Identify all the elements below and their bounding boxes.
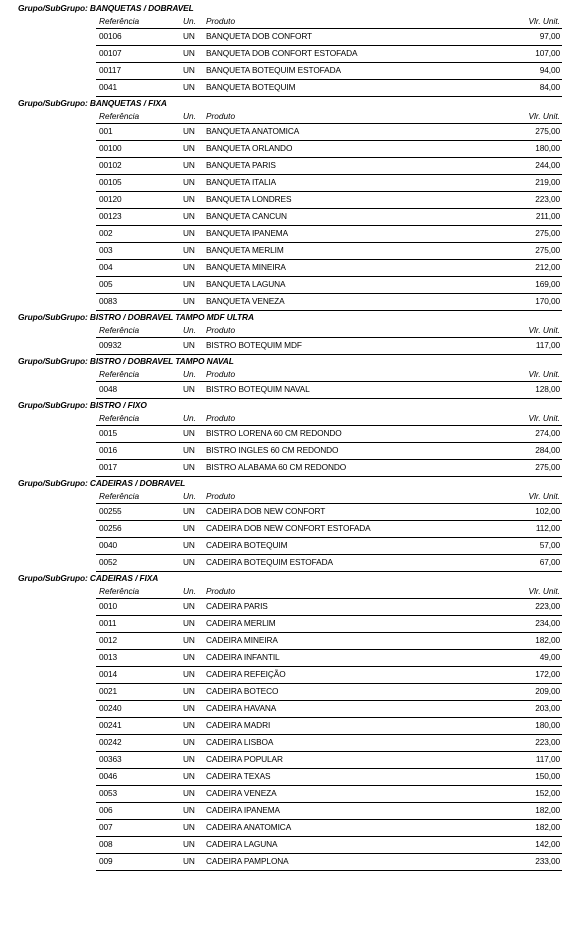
table-row [0, 520, 580, 537]
cell-vlr-unit: 244,00 [535, 160, 560, 170]
cell-referencia: 0083 [99, 296, 118, 306]
cell-unidade: UN [183, 445, 195, 455]
cell-unidade: UN [183, 245, 195, 255]
cell-unidade: UN [183, 805, 195, 815]
table-row [0, 666, 580, 683]
row-rule [96, 96, 562, 97]
table-row [0, 649, 580, 666]
cell-vlr-unit: 117,00 [535, 340, 560, 350]
cell-produto: BANQUETA DOB CONFORT [206, 31, 313, 41]
cell-vlr-unit: 180,00 [535, 720, 560, 730]
cell-vlr-unit: 182,00 [535, 805, 560, 815]
cell-referencia: 0040 [99, 540, 118, 550]
table-row [0, 79, 580, 96]
cell-referencia: 00242 [99, 737, 122, 747]
cell-produto: BANQUETA ORLANDO [206, 143, 293, 153]
table-row [0, 276, 580, 293]
table-row [0, 632, 580, 649]
cell-referencia: 0016 [99, 445, 118, 455]
table-row [0, 537, 580, 554]
cell-vlr-unit: 152,00 [535, 788, 560, 798]
header-referencia: Referência [99, 586, 140, 596]
cell-referencia: 0052 [99, 557, 118, 567]
cell-unidade: UN [183, 211, 195, 221]
table-row [0, 174, 580, 191]
cell-produto: CADEIRA BOTECO [206, 686, 279, 696]
cell-unidade: UN [183, 296, 195, 306]
cell-produto: BANQUETA LONDRES [206, 194, 292, 204]
group-title: Grupo/SubGrupo: CADEIRAS / DOBRAVEL [18, 478, 186, 488]
header-referencia: Referência [99, 325, 140, 335]
cell-unidade: UN [183, 788, 195, 798]
header-produto: Produto [206, 325, 236, 335]
table-row [0, 157, 580, 174]
cell-vlr-unit: 219,00 [535, 177, 560, 187]
cell-referencia: 00123 [99, 211, 122, 221]
cell-referencia: 00240 [99, 703, 122, 713]
cell-vlr-unit: 84,00 [539, 82, 560, 92]
cell-referencia: 00932 [99, 340, 122, 350]
cell-referencia: 0010 [99, 601, 118, 611]
cell-vlr-unit: 203,00 [535, 703, 560, 713]
row-rule [96, 571, 562, 572]
cell-unidade: UN [183, 686, 195, 696]
column-header [0, 323, 580, 337]
cell-vlr-unit: 234,00 [535, 618, 560, 628]
cell-unidade: UN [183, 177, 195, 187]
cell-unidade: UN [183, 540, 195, 550]
cell-produto: BANQUETA BOTEQUIM ESTOFADA [206, 65, 341, 75]
header-vlr-unit: Vlr. Unit. [528, 16, 560, 26]
cell-referencia: 0053 [99, 788, 118, 798]
row-rule [96, 476, 562, 477]
cell-produto: BANQUETA MERLIM [206, 245, 284, 255]
cell-unidade: UN [183, 262, 195, 272]
cell-vlr-unit: 169,00 [535, 279, 560, 289]
table-row [0, 191, 580, 208]
cell-referencia: 003 [99, 245, 113, 255]
cell-vlr-unit: 182,00 [535, 635, 560, 645]
table-row [0, 123, 580, 140]
cell-referencia: 00120 [99, 194, 122, 204]
cell-produto: BISTRO BOTEQUIM NAVAL [206, 384, 310, 394]
cell-vlr-unit: 67,00 [539, 557, 560, 567]
row-rule [96, 310, 562, 311]
table-row [0, 700, 580, 717]
cell-vlr-unit: 107,00 [535, 48, 560, 58]
cell-vlr-unit: 150,00 [535, 771, 560, 781]
cell-produto: CADEIRA HAVANA [206, 703, 277, 713]
cell-vlr-unit: 233,00 [535, 856, 560, 866]
table-row [0, 853, 580, 870]
cell-unidade: UN [183, 228, 195, 238]
cell-unidade: UN [183, 601, 195, 611]
cell-referencia: 009 [99, 856, 113, 866]
cell-unidade: UN [183, 65, 195, 75]
table-row [0, 208, 580, 225]
table-row [0, 45, 580, 62]
header-vlr-unit: Vlr. Unit. [528, 325, 560, 335]
cell-referencia: 0011 [99, 618, 117, 628]
header-produto: Produto [206, 369, 236, 379]
cell-vlr-unit: 128,00 [535, 384, 560, 394]
table-row [0, 442, 580, 459]
header-referencia: Referência [99, 413, 140, 423]
row-rule [96, 870, 562, 871]
cell-unidade: UN [183, 856, 195, 866]
cell-unidade: UN [183, 31, 195, 41]
cell-referencia: 0048 [99, 384, 118, 394]
column-header [0, 109, 580, 123]
table-row [0, 836, 580, 853]
table-row [0, 717, 580, 734]
cell-referencia: 0015 [99, 428, 118, 438]
cell-referencia: 007 [99, 822, 113, 832]
column-header [0, 411, 580, 425]
table-row [0, 554, 580, 571]
cell-unidade: UN [183, 194, 195, 204]
cell-unidade: UN [183, 48, 195, 58]
cell-produto: BANQUETA BOTEQUIM [206, 82, 296, 92]
table-row [0, 751, 580, 768]
cell-unidade: UN [183, 160, 195, 170]
cell-vlr-unit: 117,00 [535, 754, 560, 764]
cell-referencia: 0046 [99, 771, 118, 781]
header-referencia: Referência [99, 369, 140, 379]
cell-vlr-unit: 182,00 [535, 822, 560, 832]
cell-referencia: 006 [99, 805, 113, 815]
cell-unidade: UN [183, 506, 195, 516]
cell-produto: CADEIRA MADRI [206, 720, 271, 730]
table-row [0, 819, 580, 836]
cell-unidade: UN [183, 557, 195, 567]
cell-vlr-unit: 275,00 [535, 462, 560, 472]
cell-produto: CADEIRA BOTEQUIM ESTOFADA [206, 557, 333, 567]
cell-produto: CADEIRA TEXAS [206, 771, 271, 781]
cell-referencia: 00100 [99, 143, 122, 153]
cell-referencia: 005 [99, 279, 113, 289]
cell-unidade: UN [183, 428, 195, 438]
cell-unidade: UN [183, 279, 195, 289]
group-title: Grupo/SubGrupo: BANQUETAS / DOBRAVEL [18, 3, 194, 13]
header-un: Un. [183, 586, 196, 596]
cell-produto: CADEIRA MINEIRA [206, 635, 278, 645]
group-title: Grupo/SubGrupo: BISTRO / DOBRAVEL TAMPO MDF ULTRA [18, 312, 254, 322]
cell-unidade: UN [183, 737, 195, 747]
header-un: Un. [183, 491, 196, 501]
cell-referencia: 0013 [99, 652, 118, 662]
cell-produto: CADEIRA POPULAR [206, 754, 283, 764]
cell-vlr-unit: 170,00 [535, 296, 560, 306]
cell-produto: BANQUETA ITALIA [206, 177, 277, 187]
cell-produto: CADEIRA IPANEMA [206, 805, 280, 815]
header-un: Un. [183, 413, 196, 423]
cell-vlr-unit: 212,00 [535, 262, 560, 272]
table-row [0, 259, 580, 276]
cell-produto: CADEIRA ANATOMICA [206, 822, 292, 832]
cell-produto: BANQUETA CANCUN [206, 211, 287, 221]
cell-unidade: UN [183, 143, 195, 153]
cell-referencia: 002 [99, 228, 113, 238]
group-title: Grupo/SubGrupo: BANQUETAS / FIXA [18, 98, 167, 108]
table-row [0, 734, 580, 751]
header-referencia: Referência [99, 16, 140, 26]
cell-referencia: 0021 [99, 686, 118, 696]
cell-referencia: 00363 [99, 754, 122, 764]
cell-vlr-unit: 223,00 [535, 601, 560, 611]
cell-vlr-unit: 275,00 [535, 228, 560, 238]
cell-vlr-unit: 172,00 [535, 669, 560, 679]
cell-produto: BISTRO ALABAMA 60 CM REDONDO [206, 462, 347, 472]
cell-referencia: 00105 [99, 177, 122, 187]
table-row [0, 140, 580, 157]
cell-unidade: UN [183, 669, 195, 679]
cell-vlr-unit: 284,00 [535, 445, 560, 455]
cell-unidade: UN [183, 652, 195, 662]
cell-unidade: UN [183, 754, 195, 764]
cell-vlr-unit: 97,00 [539, 31, 560, 41]
header-vlr-unit: Vlr. Unit. [528, 111, 560, 121]
row-rule [96, 398, 562, 399]
cell-produto: CADEIRA INFANTIL [206, 652, 280, 662]
table-row [0, 62, 580, 79]
table-row [0, 683, 580, 700]
cell-produto: CADEIRA LAGUNA [206, 839, 278, 849]
cell-produto: CADEIRA LISBOA [206, 737, 274, 747]
cell-referencia: 00255 [99, 506, 122, 516]
header-vlr-unit: Vlr. Unit. [528, 413, 560, 423]
row-rule [96, 354, 562, 355]
cell-produto: BISTRO INGLES 60 CM REDONDO [206, 445, 339, 455]
cell-vlr-unit: 180,00 [535, 143, 560, 153]
cell-produto: BISTRO BOTEQUIM MDF [206, 340, 302, 350]
header-produto: Produto [206, 586, 236, 596]
cell-vlr-unit: 274,00 [535, 428, 560, 438]
cell-produto: CADEIRA DOB NEW CONFORT ESTOFADA [206, 523, 371, 533]
cell-unidade: UN [183, 126, 195, 136]
header-produto: Produto [206, 413, 236, 423]
group-title: Grupo/SubGrupo: BISTRO / DOBRAVEL TAMPO NAVAL [18, 356, 234, 366]
cell-produto: BANQUETA PARIS [206, 160, 276, 170]
cell-unidade: UN [183, 523, 195, 533]
cell-referencia: 004 [99, 262, 113, 272]
group-title: Grupo/SubGrupo: CADEIRAS / FIXA [18, 573, 159, 583]
cell-referencia: 00107 [99, 48, 122, 58]
cell-vlr-unit: 102,00 [535, 506, 560, 516]
table-row [0, 802, 580, 819]
cell-vlr-unit: 223,00 [535, 737, 560, 747]
cell-produto: BANQUETA MINEIRA [206, 262, 286, 272]
header-vlr-unit: Vlr. Unit. [528, 586, 560, 596]
cell-produto: CADEIRA DOB NEW CONFORT [206, 506, 326, 516]
cell-produto: BANQUETA IPANEMA [206, 228, 289, 238]
table-row [0, 242, 580, 259]
cell-referencia: 001 [99, 126, 113, 136]
group-title: Grupo/SubGrupo: BISTRO / FIXO [18, 400, 147, 410]
cell-produto: CADEIRA BOTEQUIM [206, 540, 288, 550]
cell-unidade: UN [183, 720, 195, 730]
cell-unidade: UN [183, 822, 195, 832]
cell-unidade: UN [183, 839, 195, 849]
header-vlr-unit: Vlr. Unit. [528, 491, 560, 501]
cell-referencia: 0014 [99, 669, 118, 679]
cell-referencia: 00106 [99, 31, 122, 41]
header-produto: Produto [206, 111, 236, 121]
header-un: Un. [183, 369, 196, 379]
column-header [0, 14, 580, 28]
table-row [0, 785, 580, 802]
header-referencia: Referência [99, 491, 140, 501]
table-row [0, 615, 580, 632]
cell-produto: CADEIRA PAMPLONA [206, 856, 289, 866]
table-row [0, 459, 580, 476]
cell-produto: BANQUETA DOB CONFORT ESTOFADA [206, 48, 358, 58]
cell-unidade: UN [183, 384, 195, 394]
table-row [0, 381, 580, 398]
cell-vlr-unit: 211,00 [535, 211, 560, 221]
cell-produto: BANQUETA VENEZA [206, 296, 285, 306]
cell-produto: CADEIRA VENEZA [206, 788, 277, 798]
cell-unidade: UN [183, 771, 195, 781]
table-row [0, 768, 580, 785]
cell-produto: CADEIRA MERLIM [206, 618, 276, 628]
table-row [0, 293, 580, 310]
column-header [0, 489, 580, 503]
cell-unidade: UN [183, 340, 195, 350]
header-un: Un. [183, 16, 196, 26]
cell-produto: BISTRO LORENA 60 CM REDONDO [206, 428, 342, 438]
column-header [0, 584, 580, 598]
table-row [0, 225, 580, 242]
header-un: Un. [183, 325, 196, 335]
cell-referencia: 00256 [99, 523, 122, 533]
table-row [0, 598, 580, 615]
cell-vlr-unit: 223,00 [535, 194, 560, 204]
cell-vlr-unit: 57,00 [539, 540, 560, 550]
cell-produto: CADEIRA REFEIÇÃO [206, 669, 286, 679]
table-row [0, 28, 580, 45]
cell-vlr-unit: 49,00 [539, 652, 560, 662]
cell-vlr-unit: 275,00 [535, 245, 560, 255]
cell-produto: BANQUETA ANATOMICA [206, 126, 300, 136]
cell-referencia: 00102 [99, 160, 122, 170]
cell-vlr-unit: 112,00 [535, 523, 560, 533]
table-row [0, 337, 580, 354]
cell-referencia: 0041 [99, 82, 118, 92]
header-produto: Produto [206, 16, 236, 26]
cell-unidade: UN [183, 82, 195, 92]
cell-vlr-unit: 275,00 [535, 126, 560, 136]
table-row [0, 503, 580, 520]
header-un: Un. [183, 111, 196, 121]
cell-produto: CADEIRA PARIS [206, 601, 268, 611]
cell-unidade: UN [183, 635, 195, 645]
column-header [0, 367, 580, 381]
cell-produto: BANQUETA LAGUNA [206, 279, 286, 289]
cell-unidade: UN [183, 462, 195, 472]
header-vlr-unit: Vlr. Unit. [528, 369, 560, 379]
cell-referencia: 0012 [99, 635, 118, 645]
cell-vlr-unit: 142,00 [535, 839, 560, 849]
cell-referencia: 00117 [99, 65, 121, 75]
cell-vlr-unit: 209,00 [535, 686, 560, 696]
cell-vlr-unit: 94,00 [539, 65, 560, 75]
cell-referencia: 0017 [99, 462, 118, 472]
header-produto: Produto [206, 491, 236, 501]
table-row [0, 425, 580, 442]
header-referencia: Referência [99, 111, 140, 121]
cell-referencia: 008 [99, 839, 113, 849]
cell-referencia: 00241 [99, 720, 122, 730]
cell-unidade: UN [183, 618, 195, 628]
cell-unidade: UN [183, 703, 195, 713]
